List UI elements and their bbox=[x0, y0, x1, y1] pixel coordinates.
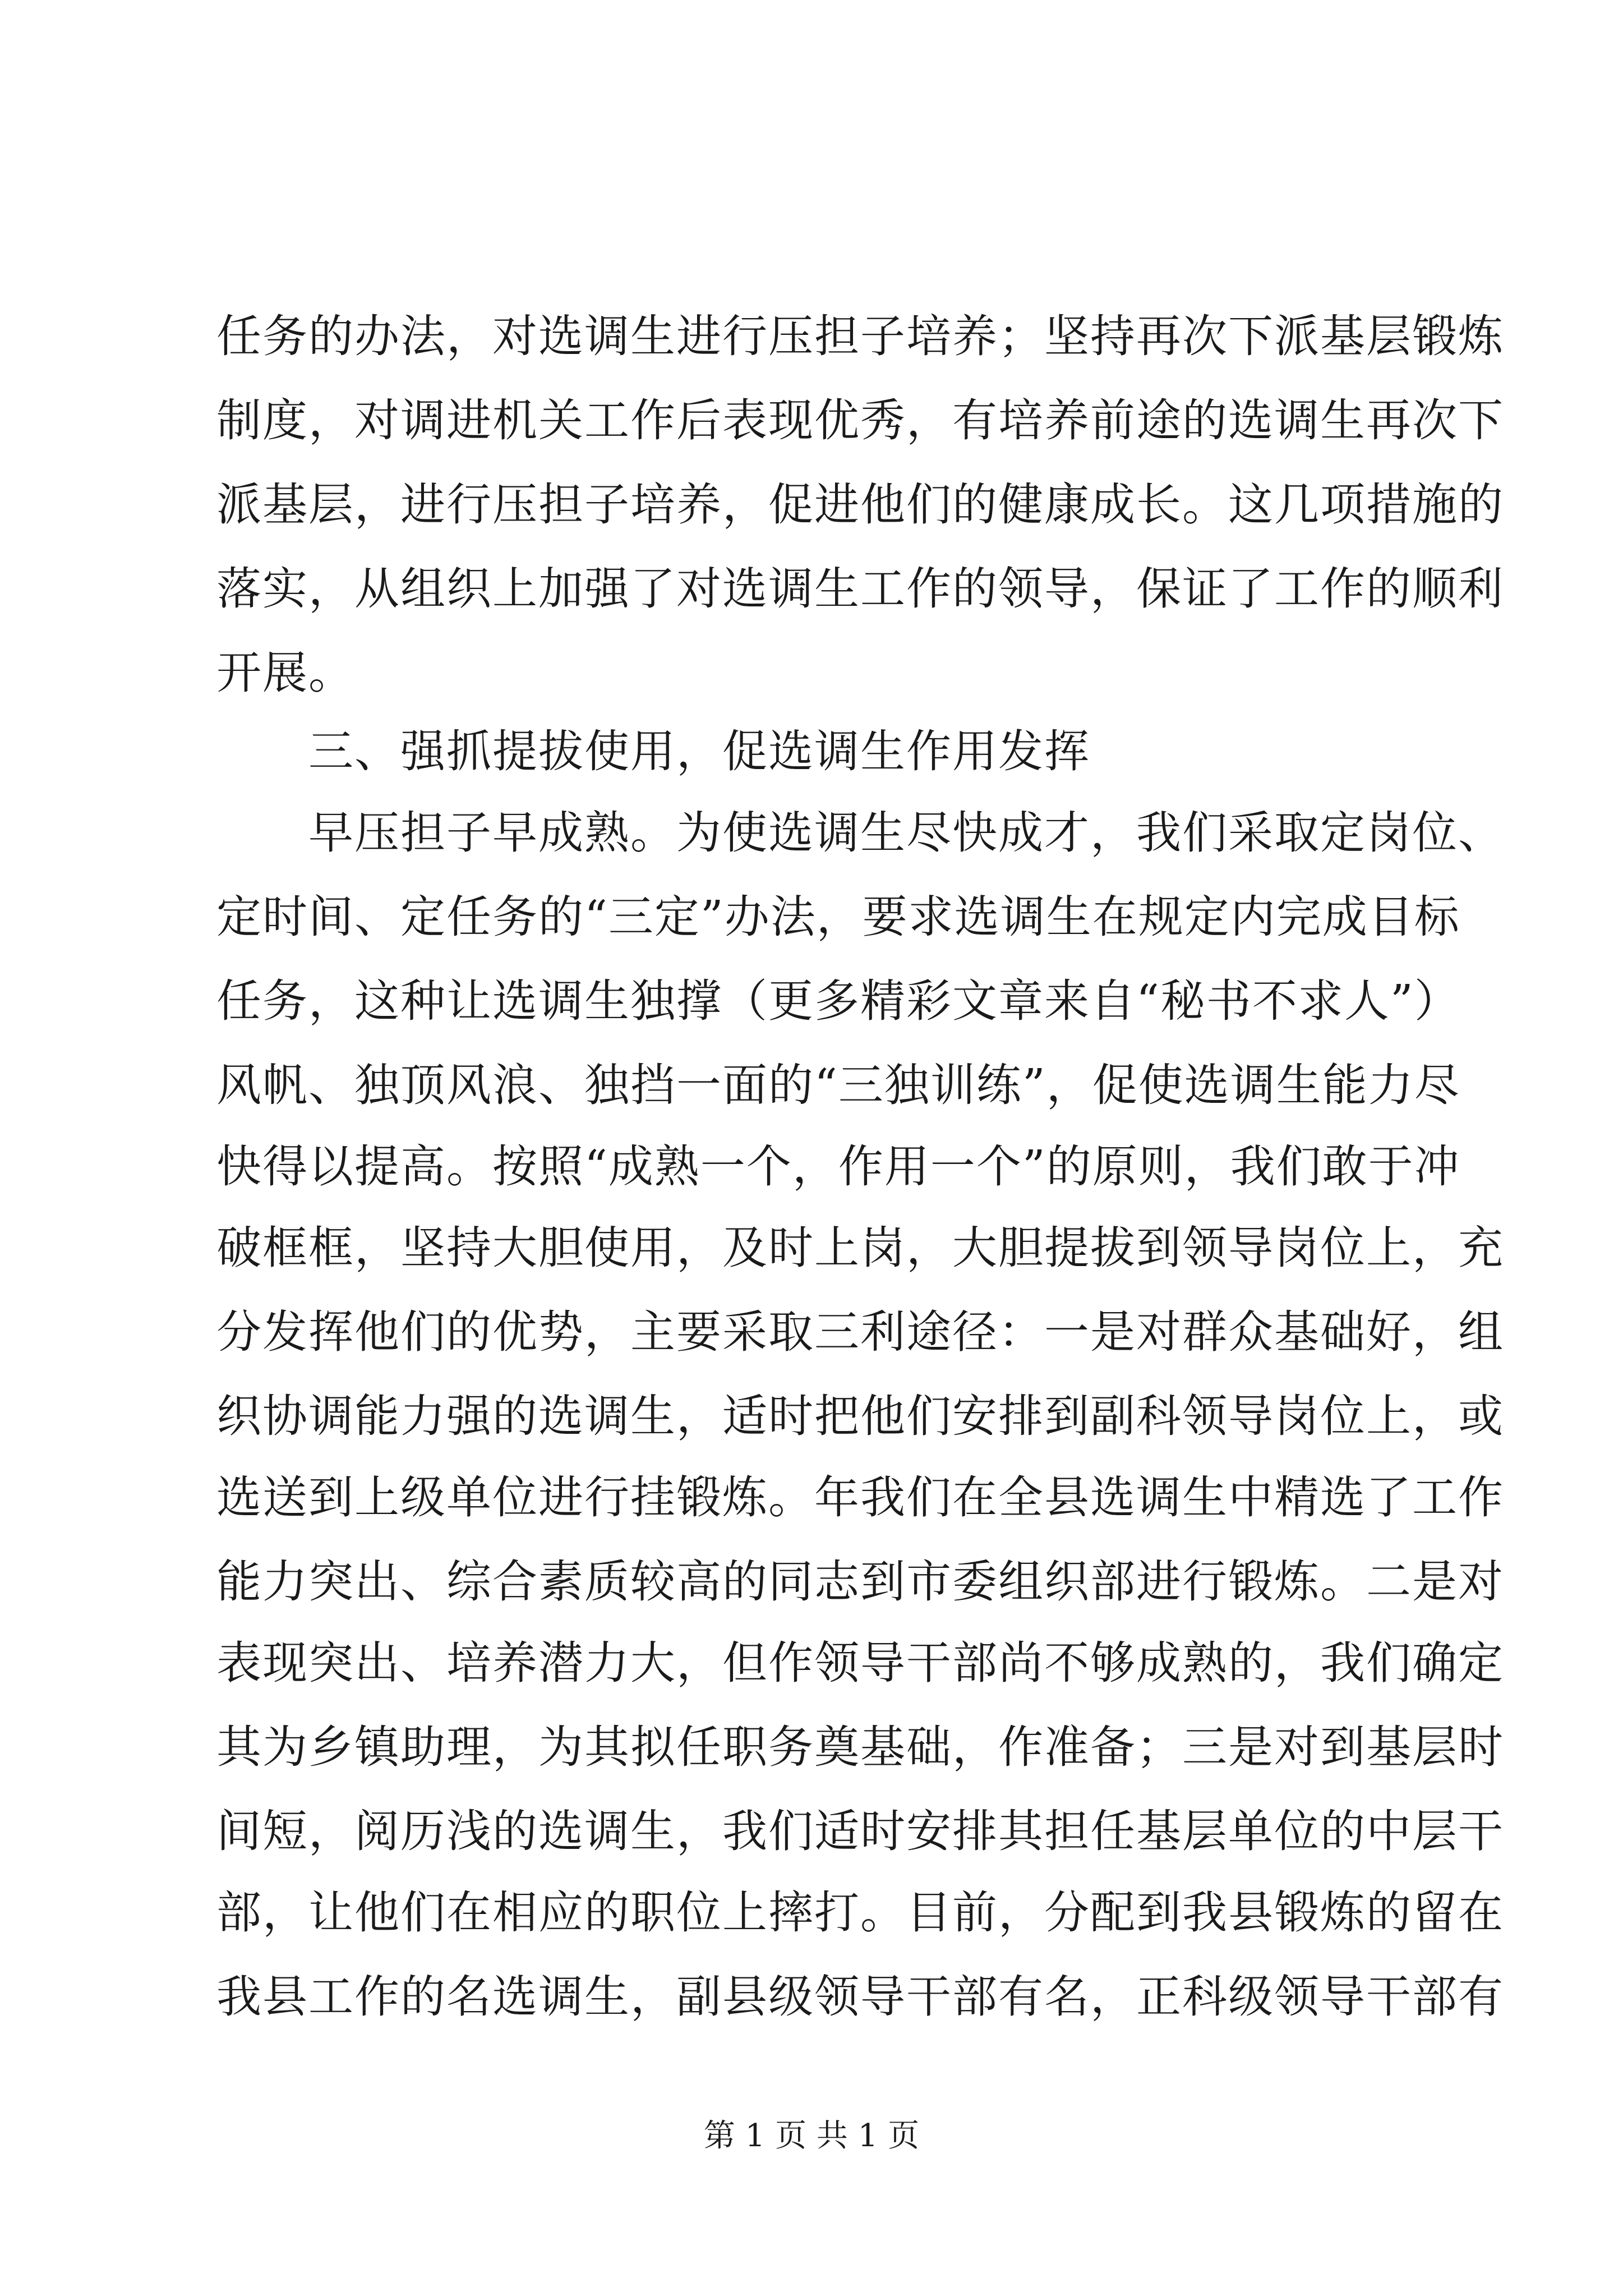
text-line: 我县工作的名选调生，副县级领导干部有名，正科级领导干部有 bbox=[216, 1971, 1504, 2023]
text-line: 早压担子早成熟。为使选调生尽快成才，我们采取定岗位、 bbox=[216, 807, 1504, 859]
text-line: 制度，对调进机关工作后表现优秀，有培养前途的选调生再次下 bbox=[216, 394, 1504, 447]
text-line: 快得以提高。按照“成熟一个，作用一个”的原则，我们敢于冲 bbox=[216, 1140, 1460, 1193]
text-line: 其为乡镇助理，为其拟任职务奠基础，作准备；三是对到基层时 bbox=[216, 1721, 1504, 1773]
section-heading: 三、强抓提拔使用，促选调生作用发挥 bbox=[216, 725, 1090, 777]
text-line: 选送到上级单位进行挂锻炼。年我们在全县选调生中精选了工作 bbox=[216, 1471, 1504, 1524]
text-line: 派基层，进行压担子培养，促进他们的健康成长。这几项措施的 bbox=[216, 478, 1504, 531]
text-line: 任务的办法，对选调生进行压担子培养；坚持再次下派基层锻炼 bbox=[216, 310, 1504, 362]
text-line: 表现突出、培养潜力大，但作领导干部尚不够成熟的，我们确定 bbox=[216, 1637, 1504, 1689]
text-line: 定时间、定任务的“三定”办法，要求选调生在规定内完成目标 bbox=[216, 891, 1460, 943]
text-line: 开展。 bbox=[216, 647, 354, 699]
text-line: 破框框，坚持大胆使用，及时上岗，大胆提拔到领导岗位上，充 bbox=[216, 1222, 1504, 1274]
text-line: 织协调能力强的选调生，适时把他们安排到副科领导岗位上，或 bbox=[216, 1390, 1504, 1442]
text-line: 风帆、独顶风浪、独挡一面的“三独训练”，促使选调生能力尽 bbox=[216, 1059, 1460, 1111]
text-line: 分发挥他们的优势，主要采取三利途径：一是对群众基础好，组 bbox=[216, 1306, 1504, 1358]
text-line: 能力突出、综合素质较高的同志到市委组织部进行锻炼。二是对 bbox=[216, 1556, 1504, 1608]
text-line: 落实，从组织上加强了对选调生工作的领导，保证了工作的顺利 bbox=[216, 563, 1504, 615]
text-line: 间短，阅历浅的选调生，我们适时安排其担任基层单位的中层干 bbox=[216, 1805, 1504, 1857]
text-line: 任务，这种让选调生独撑（更多精彩文章来自“秘书不求人”） bbox=[216, 975, 1460, 1027]
page-footer: 第 1 页 共 1 页 bbox=[703, 2118, 920, 2154]
text-line: 部，让他们在相应的职位上摔打。目前，分配到我县锻炼的留在 bbox=[216, 1887, 1504, 1939]
